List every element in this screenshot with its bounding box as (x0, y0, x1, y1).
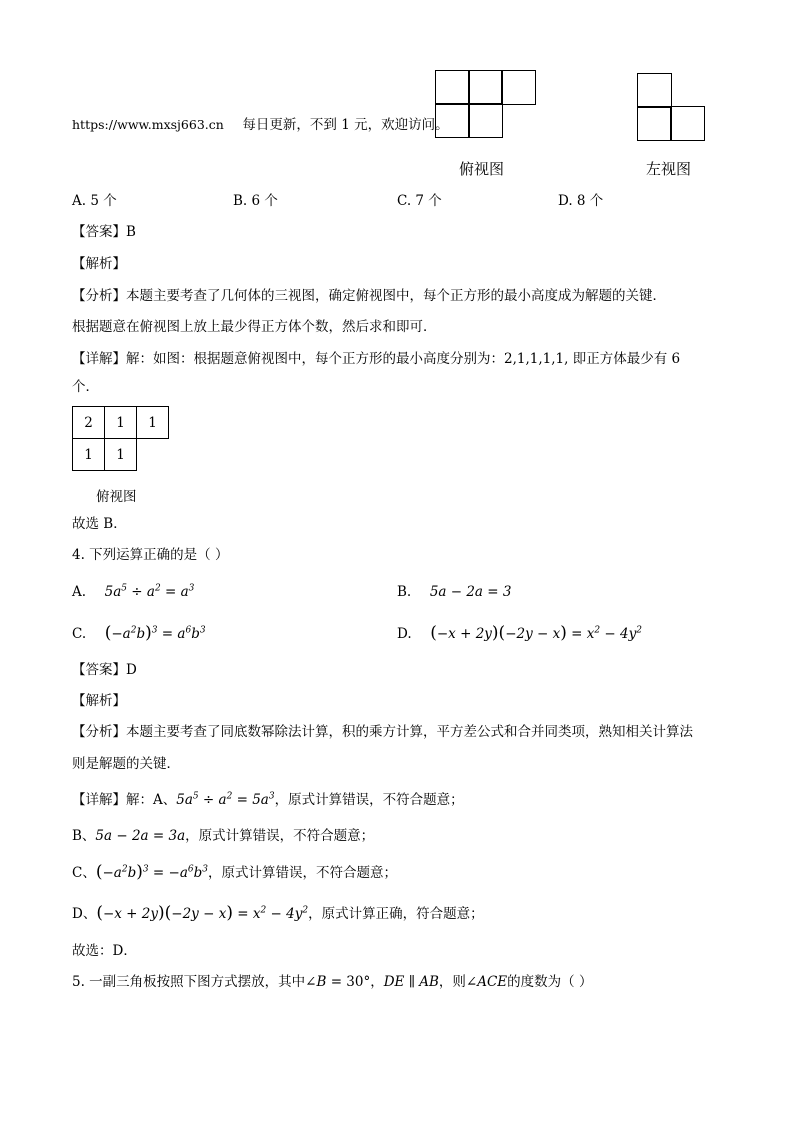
q3-option-a[interactable]: A. 5 个 (72, 193, 117, 209)
q5-stem-mid-1: ， (370, 974, 384, 990)
q3-analysis-title: 【解析】 (72, 256, 126, 272)
q3-answer: 【答案】B (72, 224, 136, 240)
q3-detail-line-2: 个． (72, 379, 99, 395)
q5-stem-suffix: 的度数为（ ） (507, 974, 593, 990)
site-url[interactable]: https://www.mxsj663.cn (72, 117, 224, 132)
site-slogan: 每日更新，不到 1 元，欢迎访问。 (242, 117, 449, 133)
q5-angle-b-expr: ∠B = 30° (305, 974, 371, 990)
q3-option-b[interactable]: B. 6 个 (233, 193, 278, 209)
q3-height-table (72, 406, 169, 470)
q4-detail-d-prefix: D、 (72, 906, 97, 922)
top-view-figure (435, 70, 536, 138)
top-view-cell (435, 70, 470, 105)
q4-analysis-line-2: 则是解题的关键． (72, 756, 180, 772)
q3-analysis-line-2: 根据题意在俯视图上放上最少得正方体个数，然后求和即可． (72, 319, 437, 335)
q4-analysis-title: 【解析】 (72, 693, 126, 709)
table-cell: 2 (72, 406, 105, 439)
q5-stem (72, 972, 592, 992)
q4-detail-b-suffix: ，原式计算错误，不符合题意； (185, 828, 375, 844)
q5-stem-prefix: 5. 一副三角板按照下图方式摆放，其中 (72, 974, 306, 990)
left-view-cell (670, 106, 705, 141)
q3-detail-line-1: 【详解】解：如图：根据题意俯视图中，每个正方形的最小高度分别为：2,1,1,1,1, 即正方体最少有 6 (72, 351, 681, 367)
q5-stem-mid-2: ，则 (438, 974, 466, 990)
table-cell: 1 (72, 438, 105, 471)
q4-option-c-expr: $(-a^2b)^3 = a^6b^3$ (104, 623, 206, 643)
q4-detail-d-expr: $(-x + 2y)(-2y - x) = x^2 - 4y^2$ (96, 903, 309, 923)
top-view-cell (435, 103, 470, 138)
top-view-cell (501, 70, 536, 105)
q4-detail-c-prefix: C、 (72, 865, 96, 881)
q4-option-a[interactable] (72, 582, 194, 602)
table-cell: 1 (104, 406, 137, 439)
q4-detail-c (72, 862, 397, 883)
q4-detail-d-suffix: ，原式计算正确，符合题意； (308, 906, 484, 922)
q4-option-b[interactable] (397, 582, 511, 602)
q3-conclusion: 故选 B． (72, 516, 127, 532)
q4-stem: 4. 下列运算正确的是（ ） (72, 547, 229, 563)
table-cell: 1 (104, 438, 137, 471)
left-view-cell (637, 106, 672, 141)
q4-detail-b (72, 826, 374, 846)
q3-option-d[interactable]: D. 8 个 (558, 193, 604, 209)
header-line (72, 115, 449, 135)
top-view-label: 俯视图 (459, 160, 505, 178)
q4-detail-a-prefix: 【详解】解：A、 (72, 792, 177, 808)
q5-parallel-expr: DE ∥ AB (383, 974, 439, 990)
q4-analysis-line-1: 【分析】本题主要考查了同底数幂除法计算，积的乘方计算，平方差公式和合并同类项，熟知相关计算法 (72, 724, 693, 740)
q4-option-b-expr: 5a − 2a = 3 (429, 584, 512, 600)
q4-answer: 【答案】D (72, 662, 137, 678)
q4-detail-d (72, 903, 484, 924)
q4-option-c-prefix: C. (72, 626, 87, 642)
q4-option-a-prefix: A. (72, 584, 87, 600)
table-cell: 1 (136, 406, 169, 439)
q4-detail-a-suffix: ，原式计算错误，不符合题意； (274, 792, 464, 808)
left-view-figure (637, 73, 705, 141)
q4-option-d-prefix: D. (397, 626, 412, 642)
q3-table-caption: 俯视图 (96, 489, 137, 505)
q4-option-d-expr: $(-x + 2y)(-2y - x) = x^2 - 4y^2$ (430, 623, 642, 643)
q4-option-d[interactable] (397, 623, 642, 644)
q4-detail-b-prefix: B、 (72, 828, 96, 844)
q4-option-a-expr: $5a^5 \div a^2 = a^3$ (104, 583, 195, 600)
q4-detail-b-expr: 5a − 2a = 3a (95, 828, 186, 844)
q4-option-c[interactable] (72, 623, 206, 644)
q4-detail-c-suffix: ，原式计算错误，不符合题意； (208, 865, 398, 881)
top-view-cell (468, 103, 503, 138)
q4-option-b-prefix: B. (397, 584, 412, 600)
q4-conclusion: 故选：D． (72, 943, 137, 959)
q4-detail-a-expr: $5a^5 \div a^2 = 5a^3$ (176, 791, 275, 808)
top-view-cell (468, 70, 503, 105)
q3-option-c[interactable]: C. 7 个 (397, 193, 442, 209)
q4-detail-a (72, 790, 464, 810)
q4-detail-c-expr: $(-a^2b)^3 = -a^6b^3$ (95, 862, 209, 882)
left-view-cell (637, 73, 672, 108)
q5-angle-ace-expr: ∠ACE (465, 974, 508, 990)
q3-analysis-line-1: 【分析】本题主要考查了几何体的三视图，确定俯视图中，每个正方形的最小高度成为解题的关键． (72, 288, 666, 304)
left-view-label: 左视图 (646, 160, 692, 178)
